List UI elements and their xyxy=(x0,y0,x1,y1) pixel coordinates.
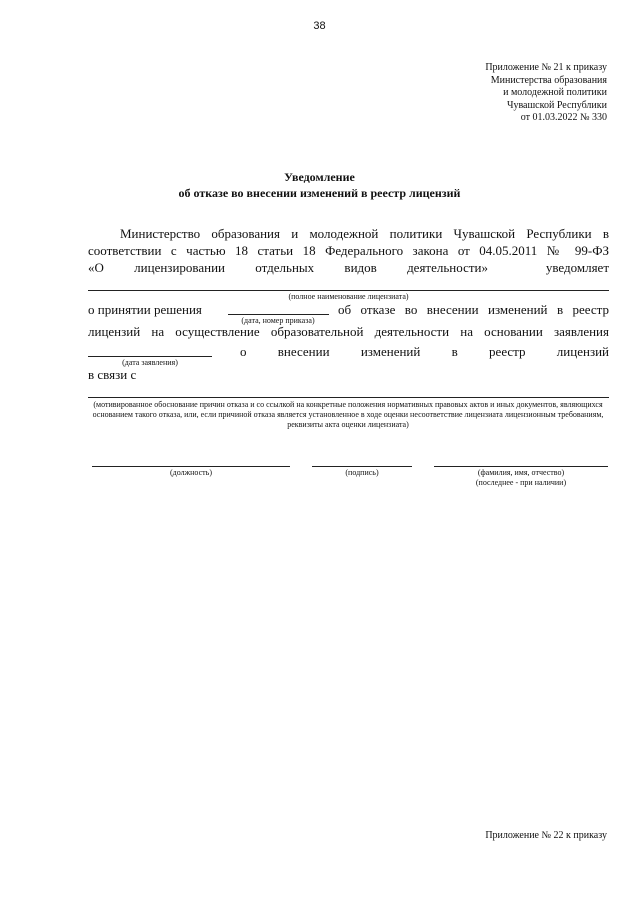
reason-line xyxy=(88,397,609,398)
licensee-name-line xyxy=(88,290,609,291)
signature-caption: (подпись) xyxy=(345,468,379,477)
signature-line xyxy=(312,466,412,467)
appendix-block xyxy=(485,62,607,125)
paragraph-line-3 xyxy=(88,260,609,276)
refusal-text: об отказе во внесении изменений в реестр xyxy=(338,302,609,317)
fio-note-caption: (последнее - при наличии) xyxy=(475,478,567,487)
basis-line: лицензий на осуществление образовательной деятельности на основании заявления xyxy=(88,324,609,339)
about-changes-line: о внесении изменений в реестр лицензий xyxy=(240,344,609,359)
order-line xyxy=(228,314,329,315)
application-date-caption: (дата заявления) xyxy=(122,358,178,367)
notifies-word: уведомляет xyxy=(545,260,609,275)
appendix-line: Чувашской Республики xyxy=(506,99,607,111)
licensee-caption: (полное наименование лицензиата) xyxy=(288,292,409,301)
appendix-line: и молодежной политики xyxy=(503,87,607,98)
paragraph-line-1: Министерство образования и молодежной политики Чувашской Республики в xyxy=(120,226,609,241)
page-number: 38 xyxy=(313,20,326,32)
application-date-line xyxy=(88,356,212,357)
fio-caption: (фамилия, имя, отчество) xyxy=(477,468,565,477)
law-name: «О лицензировании отдельных видов деятельности» xyxy=(88,260,488,275)
document-title: Уведомление xyxy=(284,170,355,184)
decision-text: о принятии решения xyxy=(88,302,202,317)
fio-line xyxy=(434,466,608,467)
paragraph-line-2: соответствии с частью 18 статьи 18 Федерального закона от 04.05.2011 № 99-ФЗ xyxy=(88,243,609,258)
appendix-line: от 01.03.2022 № 330 xyxy=(520,112,607,123)
in-connection-text: в связи с xyxy=(88,367,137,382)
order-caption: (дата, номер приказа) xyxy=(241,316,315,325)
position-line xyxy=(92,466,290,467)
appendix-line: Приложение № 21 к приказу xyxy=(485,62,607,73)
position-caption: (должность) xyxy=(170,468,212,477)
appendix-line: Министерства образования xyxy=(490,74,607,86)
footer-appendix: Приложение № 22 к приказу xyxy=(485,830,607,841)
document-subtitle: об отказе во внесении изменений в реестр лицензий xyxy=(178,186,461,200)
reason-caption: (мотивированное обоснование причин отказа и со ссылкой на конкретные положения нормативных правовых актов и иных документов, являющихся основанием такого отказа, или, если причиной отказа является установленное в ходе оценки несоответствие лицензиата лицензионным требованиям, реквизиты акта оценки лицензиата) xyxy=(92,400,604,429)
